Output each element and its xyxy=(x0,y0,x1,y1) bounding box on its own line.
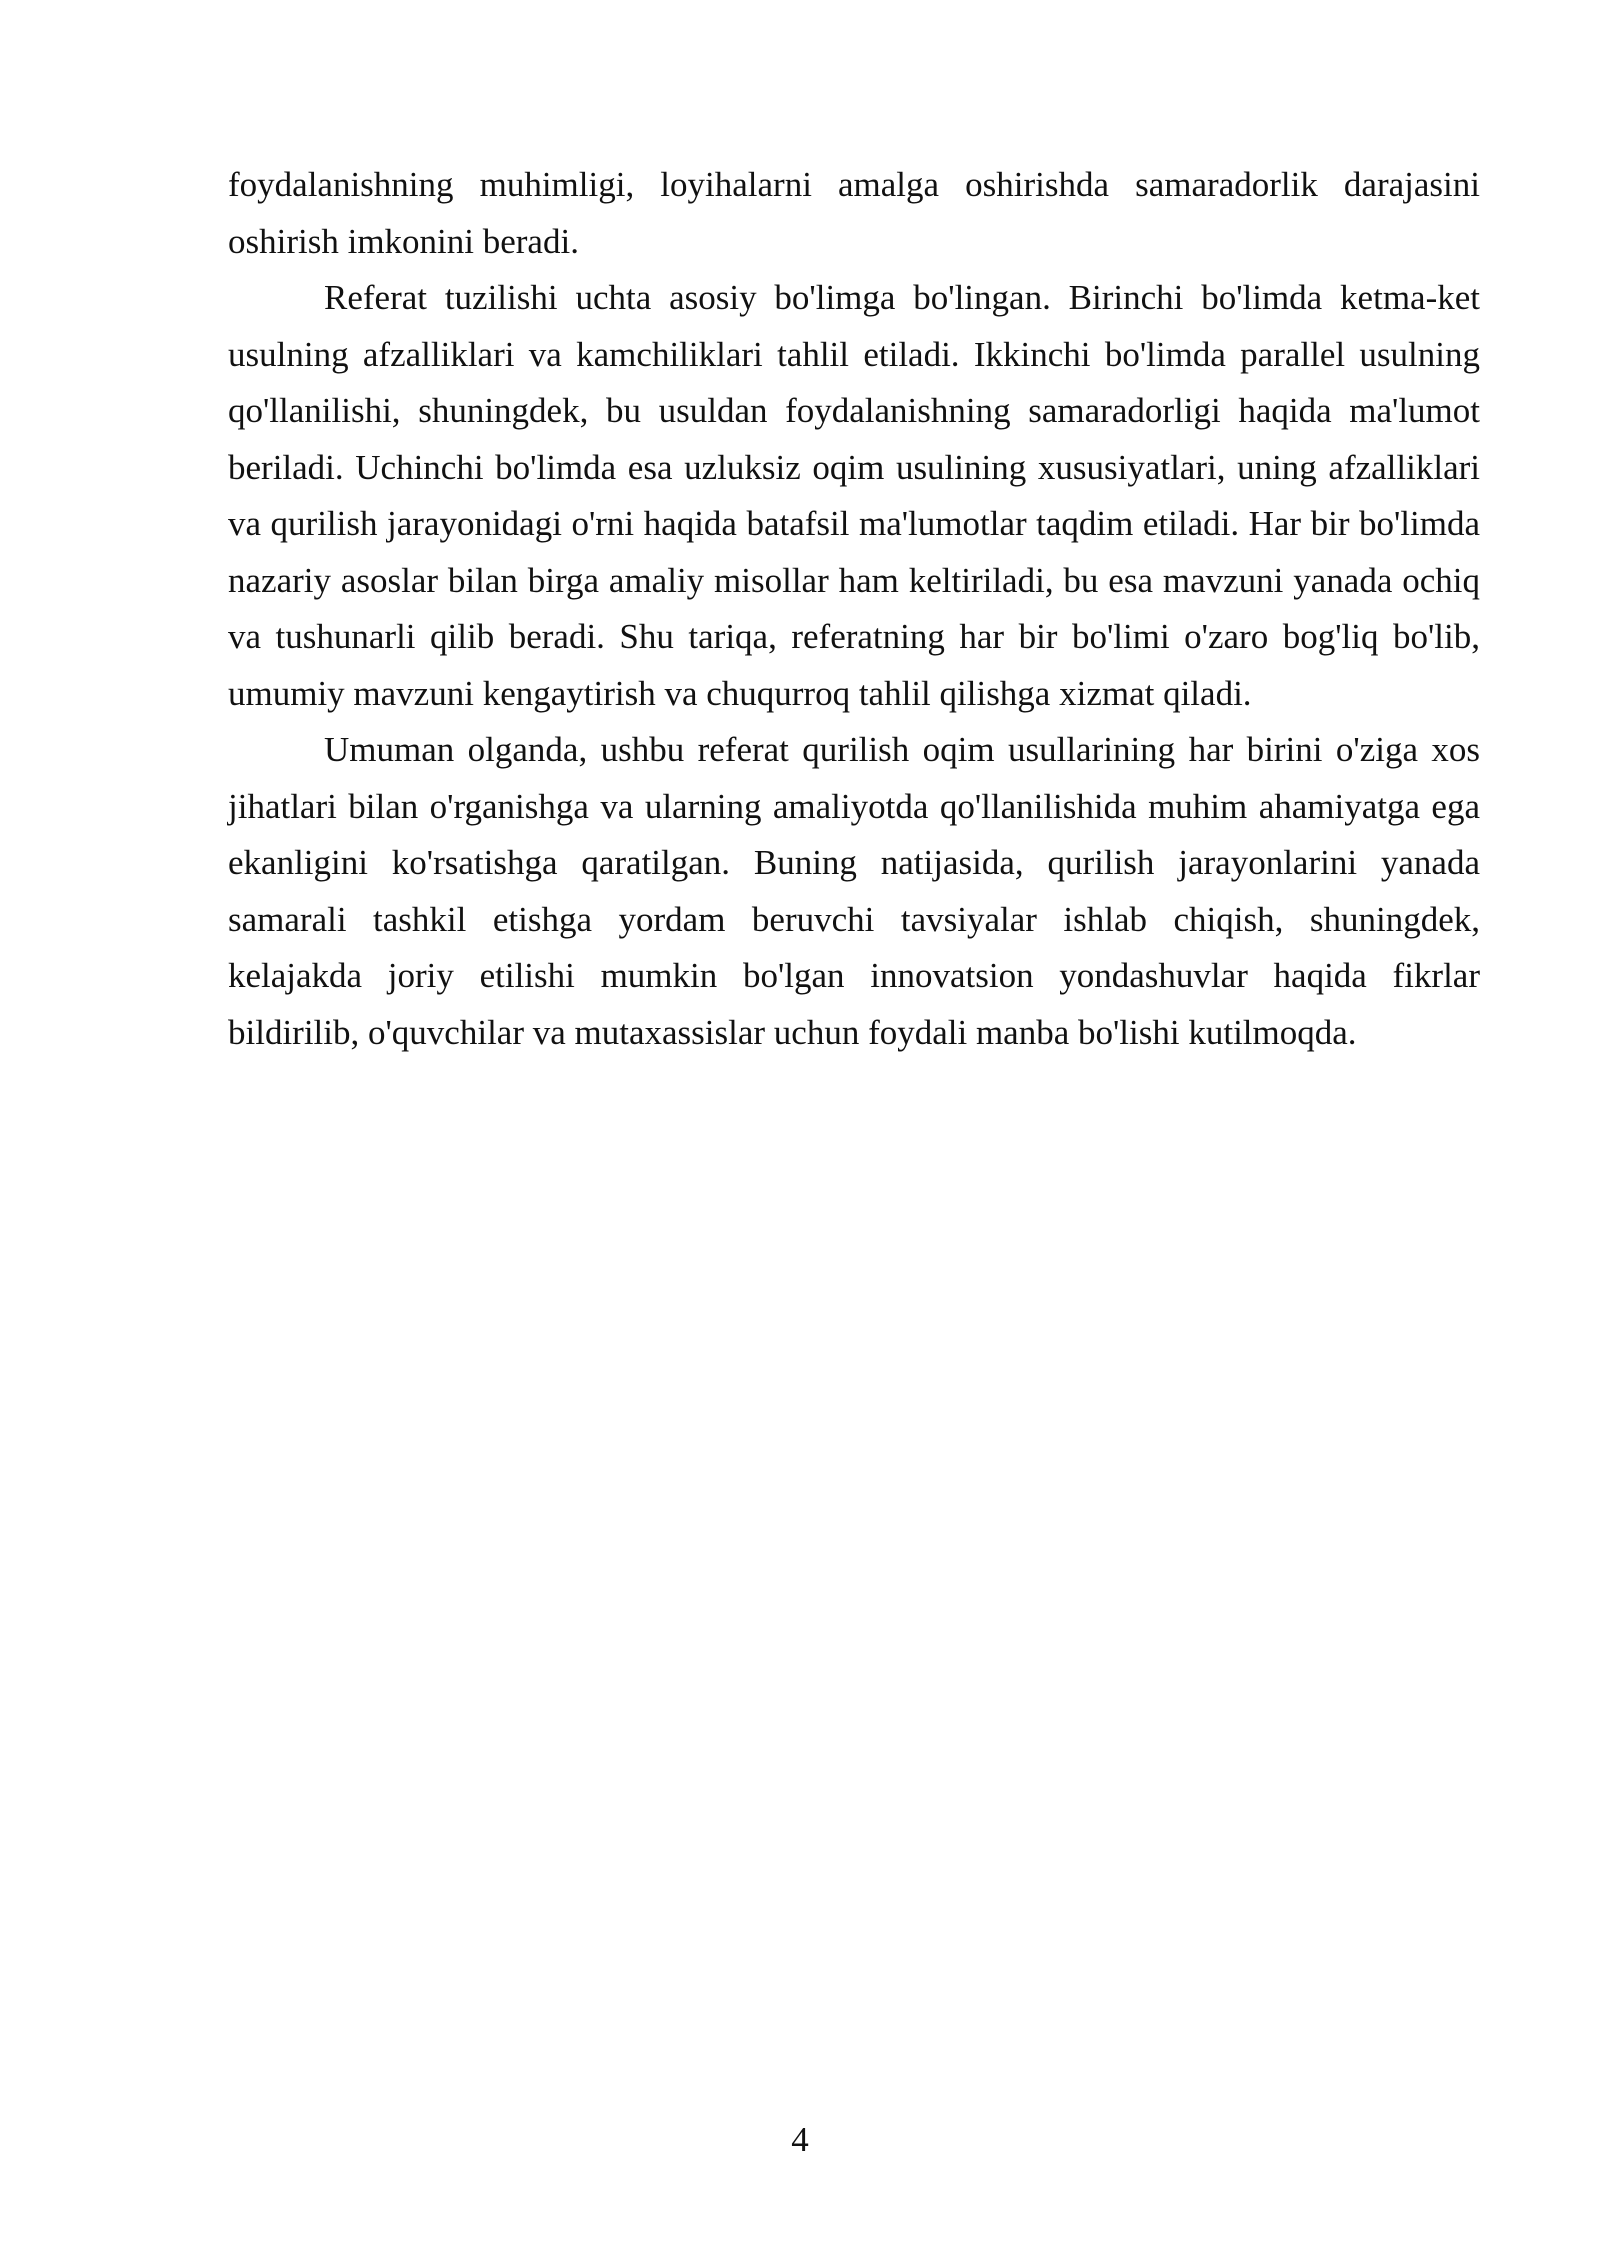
document-body xyxy=(228,157,1480,1061)
paragraph-continuation: foydalanishning muhimligi, loyihalarni amalga oshirishda samaradorlik darajasini oshirish imkonini beradi. xyxy=(228,165,1480,261)
paragraph-structure: Referat tuzilishi uchta asosiy bo'limga bo'lingan. Birinchi bo'limda ketma-ket usulning afzalliklari va kamchiliklari tahlil etiladi. Ikkinchi bo'limda parallel usulning qo'llanilishi, shuningdek, bu usuldan foydalanishning samaradorligi haqida ma'lumot beriladi. Uchinchi bo'limda esa uzluksiz oqim usulining xususiyatlari, uning afzalliklari va qurilish jarayonidagi o'rni haqida batafsil ma'lumotlar taqdim etiladi. Har bir bo'limda nazariy asoslar bilan birga amaliy misollar ham keltiriladi, bu esa mavzuni yanada ochiq va tushunarli qilib beradi. Shu tariqa, referatning har bir bo'limi o'zaro bog'liq bo'lib, umumiy mavzuni kengaytirish va chuqurroq tahlil qilishga xizmat qiladi. xyxy=(228,278,1480,713)
paragraph-conclusion: Umuman olganda, ushbu referat qurilish oqim usullarining har birini o'ziga xos jihatlari bilan o'rganishga va ularning amaliyotda qo'llanilishida muhim ahamiyatga ega ekanligini ko'rsatishga qaratilgan. Buning natijasida, qurilish jarayonlarini yanada samarali tashkil etishga yordam beruvchi tavsiyalar ishlab chiqish, shuningdek, kelajakda joriy etilishi mumkin bo'lgan innovatsion yondashuvlar haqida fikrlar bildirilib, o'quvchilar va mutaxassislar uchun foydali manba bo'lishi kutilmoqda. xyxy=(228,730,1480,1052)
page-number: 4 xyxy=(791,2120,809,2159)
